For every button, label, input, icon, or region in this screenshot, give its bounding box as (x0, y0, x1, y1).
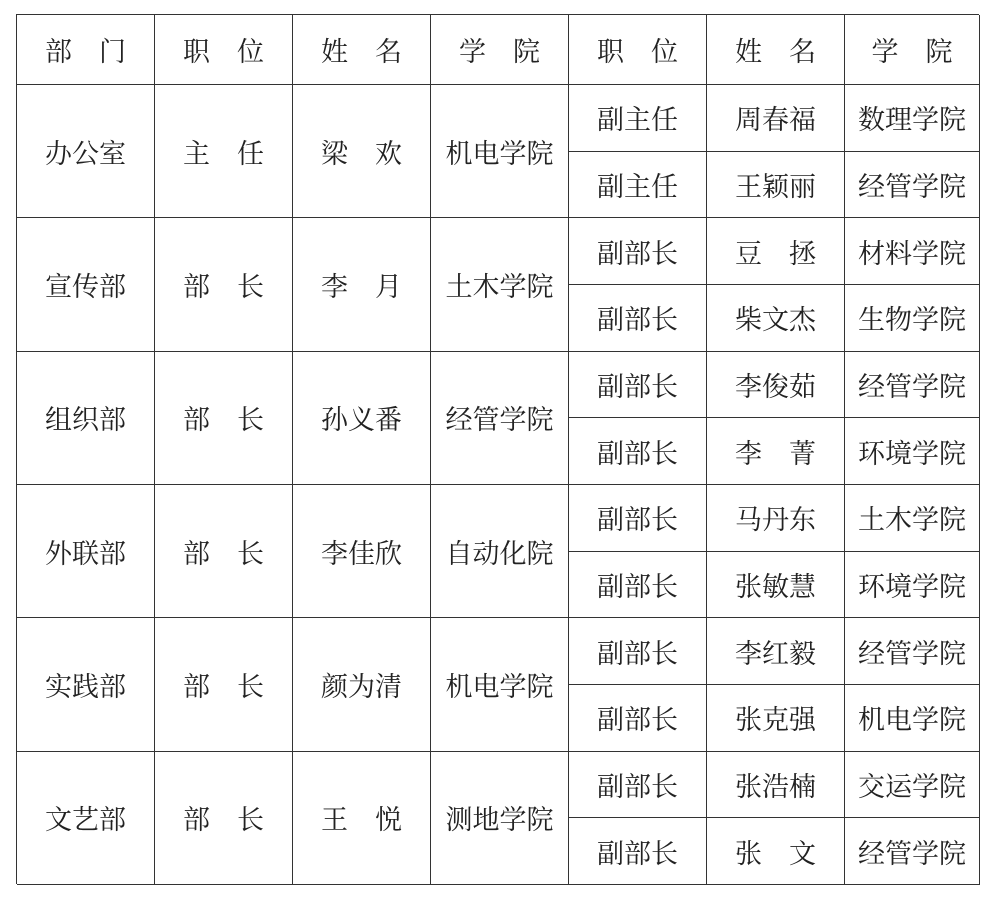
department-name-cell: 实践部 (17, 618, 155, 751)
head-position-cell: 部 长 (155, 485, 293, 618)
deputy-position-cell: 副部长 (569, 418, 707, 485)
head-position-cell: 部 长 (155, 618, 293, 751)
head-position-cell: 部 长 (155, 752, 293, 885)
head-name-cell: 王 悦 (293, 752, 431, 885)
head-name-cell: 孙义番 (293, 352, 431, 485)
head-college-cell: 测地学院 (431, 752, 569, 885)
head-college-cell: 机电学院 (431, 618, 569, 751)
deputy-college-cell: 经管学院 (845, 352, 980, 419)
header-deputy-college: 学 院 (845, 15, 980, 85)
deputy-name-cell: 张敏慧 (707, 552, 845, 619)
head-name-cell: 李佳欣 (293, 485, 431, 618)
deputy-college-cell: 环境学院 (845, 552, 980, 619)
head-name-cell: 颜为清 (293, 618, 431, 751)
department-name-cell: 办公室 (17, 85, 155, 218)
header-name: 姓 名 (293, 15, 431, 85)
department-name-cell: 文艺部 (17, 752, 155, 885)
deputy-name-cell: 马丹东 (707, 485, 845, 552)
head-position-cell: 部 长 (155, 218, 293, 351)
deputy-college-cell: 交运学院 (845, 752, 980, 819)
deputy-position-cell: 副部长 (569, 818, 707, 885)
department-name-cell: 宣传部 (17, 218, 155, 351)
head-position-cell: 主 任 (155, 85, 293, 218)
deputy-position-cell: 副部长 (569, 552, 707, 619)
deputy-position-cell: 副主任 (569, 152, 707, 219)
head-college-cell: 机电学院 (431, 85, 569, 218)
header-deputy-position: 职 位 (569, 15, 707, 85)
deputy-position-cell: 副部长 (569, 352, 707, 419)
deputy-position-cell: 副部长 (569, 485, 707, 552)
deputy-name-cell: 柴文杰 (707, 285, 845, 352)
deputy-college-cell: 经管学院 (845, 818, 980, 885)
deputy-name-cell: 张浩楠 (707, 752, 845, 819)
deputy-name-cell: 张 文 (707, 818, 845, 885)
deputy-name-cell: 李红毅 (707, 618, 845, 685)
department-name-cell: 外联部 (17, 485, 155, 618)
deputy-college-cell: 经管学院 (845, 618, 980, 685)
head-college-cell: 经管学院 (431, 352, 569, 485)
header-college: 学 院 (431, 15, 569, 85)
head-position-cell: 部 长 (155, 352, 293, 485)
head-name-cell: 李 月 (293, 218, 431, 351)
deputy-position-cell: 副部长 (569, 685, 707, 752)
department-name-cell: 组织部 (17, 352, 155, 485)
header-position: 职 位 (155, 15, 293, 85)
header-deputy-name: 姓 名 (707, 15, 845, 85)
deputy-college-cell: 环境学院 (845, 418, 980, 485)
header-department: 部 门 (17, 15, 155, 85)
deputy-college-cell: 机电学院 (845, 685, 980, 752)
deputy-college-cell: 经管学院 (845, 152, 980, 219)
deputy-name-cell: 豆 拯 (707, 218, 845, 285)
head-college-cell: 土木学院 (431, 218, 569, 351)
deputy-name-cell: 张克强 (707, 685, 845, 752)
deputy-position-cell: 副部长 (569, 218, 707, 285)
deputy-college-cell: 材料学院 (845, 218, 980, 285)
head-name-cell: 梁 欢 (293, 85, 431, 218)
deputy-college-cell: 数理学院 (845, 85, 980, 152)
deputy-name-cell: 李俊茹 (707, 352, 845, 419)
deputy-position-cell: 副部长 (569, 752, 707, 819)
deputy-college-cell: 土木学院 (845, 485, 980, 552)
deputy-position-cell: 副部长 (569, 618, 707, 685)
staff-table (16, 14, 979, 884)
deputy-name-cell: 王颖丽 (707, 152, 845, 219)
deputy-name-cell: 李 菁 (707, 418, 845, 485)
head-college-cell: 自动化院 (431, 485, 569, 618)
deputy-position-cell: 副主任 (569, 85, 707, 152)
deputy-name-cell: 周春福 (707, 85, 845, 152)
deputy-position-cell: 副部长 (569, 285, 707, 352)
deputy-college-cell: 生物学院 (845, 285, 980, 352)
